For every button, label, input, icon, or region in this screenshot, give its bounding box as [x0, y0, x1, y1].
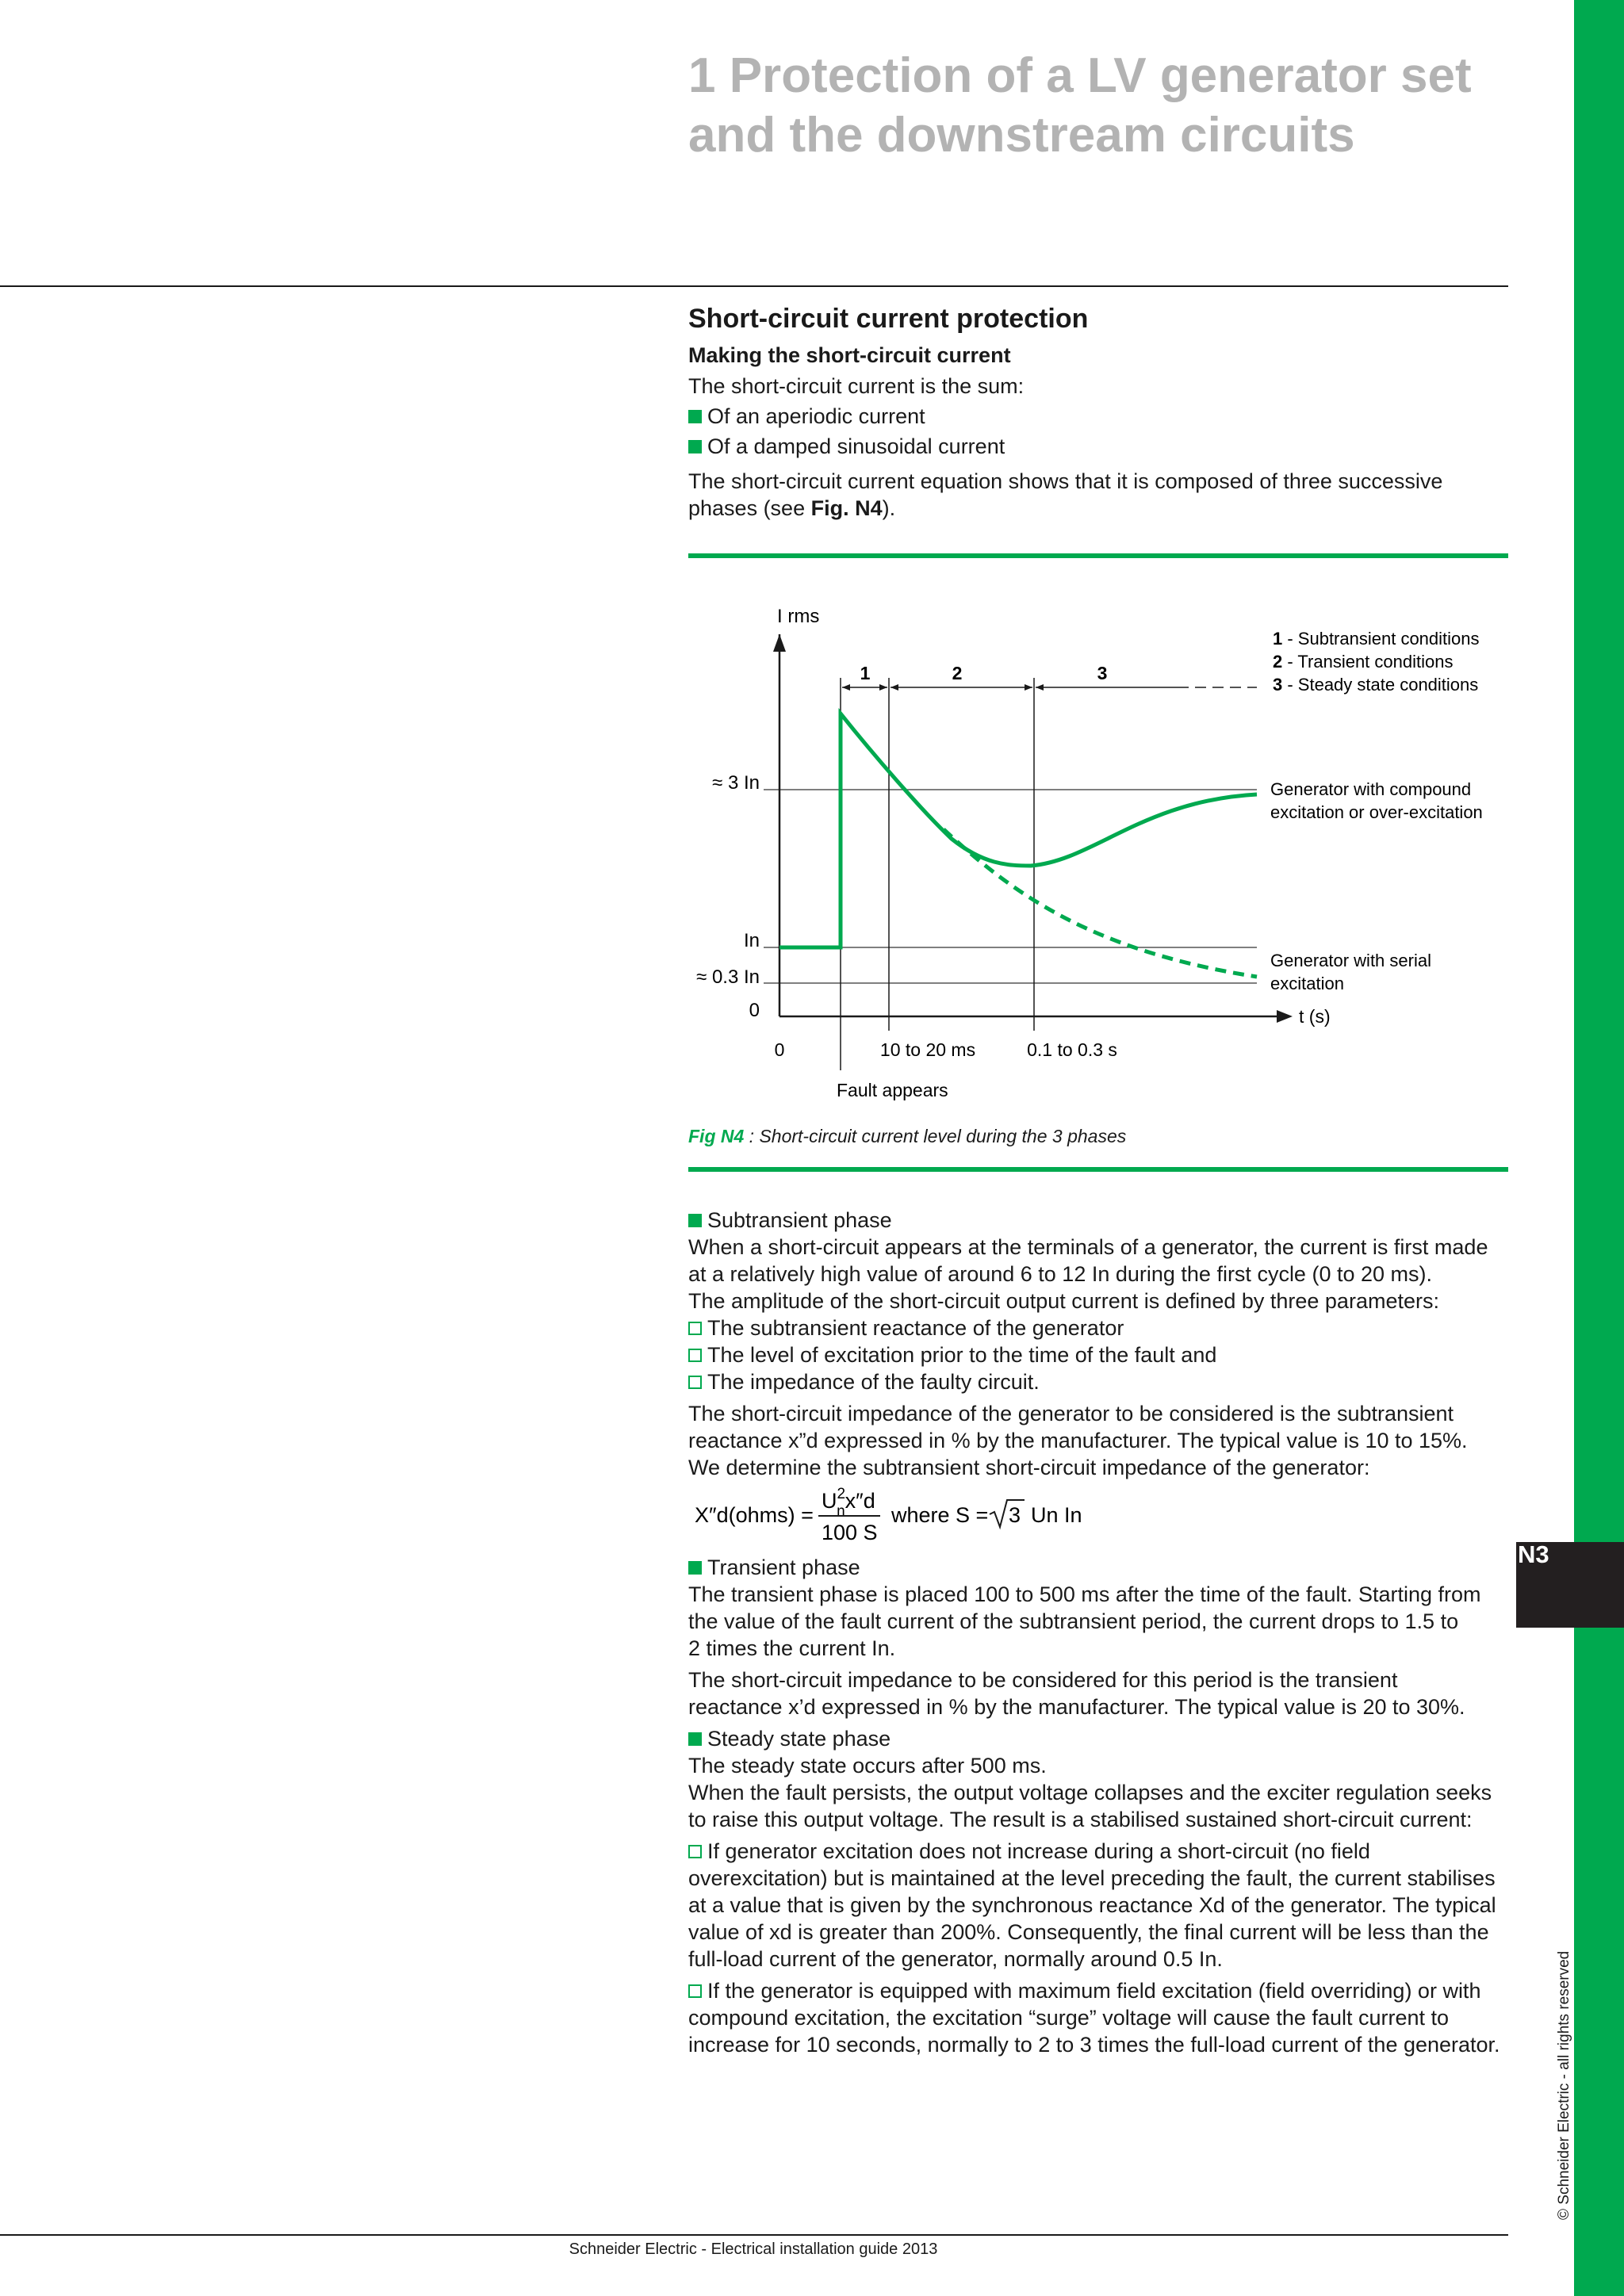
caption-text: : Short-circuit current level during the 3 phases [744, 1126, 1127, 1146]
x-axis-label: t (s) [1299, 1006, 1331, 1027]
phase-label-1: 1 [860, 663, 871, 683]
caption-ref: Fig N4 [688, 1126, 745, 1146]
curve-label-serial-2: excitation [1270, 974, 1344, 993]
tick-label-x0: 0 [774, 1039, 785, 1060]
text-span: ). [882, 496, 896, 520]
bullet-open-icon [688, 1376, 702, 1389]
tick-label-03in: ≈ 0.3 In [696, 966, 760, 988]
legend-num: 2 [1273, 652, 1283, 672]
legend-item-1 [1273, 629, 1480, 649]
subsection-title: Making the short-circuit current [688, 343, 1011, 367]
figure-bottom-rule [688, 1167, 1508, 1172]
bullet-square-icon [688, 1214, 702, 1227]
curve-label-compound-2: excitation or over-excitation [1270, 802, 1483, 822]
tick-label-3in: ≈ 3 In [712, 772, 760, 794]
legend-text: - Transient conditions [1282, 652, 1454, 672]
text-line: The short-circuit impedance of the generator to be considered is the subtransient [688, 1402, 1454, 1425]
text-line: When the fault persists, the output voltage collapses and the exciter regulation seeks [688, 1781, 1492, 1804]
formula-numerator [822, 1486, 875, 1520]
list-item [688, 1838, 1513, 1865]
formula-rest: x″d [845, 1489, 875, 1513]
text-line [688, 495, 1513, 522]
subtransient-heading [688, 1207, 1513, 1234]
legend-num: 3 [1273, 675, 1283, 695]
formula-where: where S = [891, 1503, 989, 1527]
list-item-text: If the generator is equipped with maximum field excitation (field overriding) or with [707, 1979, 1481, 2003]
intro-text: The short-circuit current is the sum: [688, 374, 1025, 398]
text-line: The short-circuit impedance to be considered for this period is the transient [688, 1668, 1398, 1692]
footer-rule [0, 2234, 1508, 2236]
legend-num: 1 [1273, 629, 1283, 649]
figure-caption [688, 1126, 1126, 1147]
heading-text: Transient phase [707, 1556, 860, 1579]
serial-excitation-curve [944, 829, 1257, 977]
text-line: 2 times the current In. [688, 1636, 896, 1660]
phase3-arrow-icon [1036, 684, 1044, 691]
formula-u: U [822, 1489, 837, 1513]
side-color-bar [1574, 0, 1624, 2296]
header-rule [0, 285, 1508, 287]
phase-label-2: 2 [952, 663, 963, 683]
figure-top-rule [688, 553, 1508, 558]
bullet-square-icon [688, 1732, 702, 1746]
y-axis-arrow-icon [773, 634, 786, 652]
figure-reference: Fig. N4 [810, 496, 883, 520]
list-item [688, 403, 1513, 430]
text-line: full-load current of the generator, normally around 0.5 In. [688, 1947, 1223, 1971]
section-title: Short-circuit current protection [688, 304, 1089, 334]
bullet-open-icon [688, 1984, 702, 1998]
tick-label-y0: 0 [749, 1000, 760, 1021]
transient-section [688, 1554, 1513, 1720]
text-span: phases (see [688, 496, 811, 520]
transient-heading [688, 1554, 1513, 1581]
curve-label-compound-1: Generator with compound [1270, 779, 1472, 799]
y-axis-label: I rms [777, 606, 820, 627]
tick-label-x1: 10 to 20 ms [879, 1039, 976, 1060]
bullet-square-icon [688, 410, 702, 423]
list-item [688, 1314, 1513, 1341]
phase-label-3: 3 [1097, 663, 1108, 683]
bullet-open-icon [688, 1845, 702, 1858]
fault-label: Fault appears [837, 1080, 948, 1100]
heading-text: Subtransient phase [707, 1208, 892, 1232]
bullet-square-icon [688, 440, 702, 453]
text-line: the value of the fault current of the subtransient period, the current drops to 1.5 to [688, 1609, 1459, 1633]
text-line: reactance x’d expressed in % by the manufacturer. The typical value is 20 to 30%. [688, 1695, 1465, 1719]
formula-sup: 2 [837, 1486, 846, 1502]
equation-intro [688, 468, 1513, 522]
text-line: reactance x”d expressed in % by the manufacturer. The typical value is 10 to 15%. [688, 1429, 1468, 1452]
formula-denominator: 100 S [822, 1521, 878, 1544]
heading-text: Steady state phase [707, 1727, 891, 1751]
text-line: at a value that is given by the synchronous reactance Xd of the generator. The typical [688, 1893, 1496, 1917]
list-item [688, 1341, 1513, 1368]
steady-section [688, 1725, 1513, 2058]
text-line: overexcitation) but is maintained at the level preceding the fault, the current stabilises [688, 1866, 1496, 1890]
chapter-title-line1: 1 Protection of a LV generator set [688, 48, 1472, 103]
text-line: When a short-circuit appears at the terminals of a generator, the current is first made [688, 1235, 1488, 1259]
legend-text: - Steady state conditions [1282, 675, 1479, 695]
bullet-open-icon [688, 1322, 702, 1335]
list-item-text: The subtransient reactance of the generator [707, 1316, 1124, 1340]
tick-label-x2: 0.1 to 0.3 s [1027, 1039, 1117, 1060]
copyright-note: © Schneider Electric - all rights reserved [1556, 1950, 1572, 2220]
steady-heading [688, 1725, 1513, 1752]
text-line: The transient phase is placed 100 to 500 ms after the time of the fault. Starting from [688, 1582, 1481, 1606]
text-line: The amplitude of the short-circuit output current is defined by three parameters: [688, 1289, 1439, 1313]
text-line: to raise this output voltage. The result is a stabilised sustained short-circuit current: [688, 1808, 1473, 1831]
legend-item-2 [1273, 652, 1453, 672]
text-line: compound excitation, the excitation “surge” voltage will cause the fault current to [688, 2006, 1450, 2030]
bullet-square-icon [688, 1561, 702, 1575]
chapter-title-line2: and the downstream circuits [688, 108, 1355, 163]
page-footer: Schneider Electric - Electrical installation guide 2013 [569, 2241, 938, 2258]
legend-text: - Subtransient conditions [1282, 629, 1480, 649]
chapter-tab-label: N3 [1518, 1540, 1549, 1568]
tick-label-in: In [743, 930, 760, 951]
list-item-text: Of a damped sinusoidal current [707, 434, 1005, 458]
text-line: The steady state occurs after 500 ms. [688, 1754, 1047, 1777]
list-item [688, 433, 1513, 460]
list-item-text: The level of excitation prior to the time of the fault and [707, 1343, 1217, 1367]
list-item-text: The impedance of the faulty circuit. [707, 1370, 1040, 1394]
formula-lhs: X″d(ohms) = [695, 1503, 814, 1527]
list-item-text: If generator excitation does not increase during a short-circuit (no field [707, 1839, 1370, 1863]
bullet-open-icon [688, 1349, 702, 1362]
text-line: increase for 10 seconds, normally to 2 to 3 times the full-load current of the generator. [688, 2033, 1500, 2057]
impedance-formula [688, 1483, 1132, 1546]
text-line: at a relatively high value of around 6 to 12 In during the first cycle (0 to 20 ms). [688, 1262, 1432, 1286]
chapter-title [688, 46, 1529, 165]
text-line: value of xd is greater than 200%. Consequently, the final current will be less than the [688, 1920, 1489, 1944]
subtransient-section [688, 1207, 1513, 1481]
list-item [688, 1977, 1513, 2004]
compound-excitation-curve [779, 714, 1257, 947]
text-line: The short-circuit current equation shows that it is composed of three successive [688, 469, 1443, 493]
list-item-text: Of an aperiodic current [707, 404, 925, 428]
fig-n4-chart [682, 587, 1522, 1110]
formula-tail: Un In [1031, 1503, 1082, 1527]
formula-sub: n [837, 1503, 845, 1520]
x-axis-arrow-icon [1277, 1010, 1293, 1023]
formula-root: 3 [1009, 1503, 1021, 1527]
legend-item-3 [1273, 675, 1478, 695]
list-item [688, 1368, 1513, 1395]
text-line: We determine the subtransient short-circuit impedance of the generator: [688, 1456, 1370, 1479]
curve-label-serial-1: Generator with serial [1270, 951, 1431, 970]
